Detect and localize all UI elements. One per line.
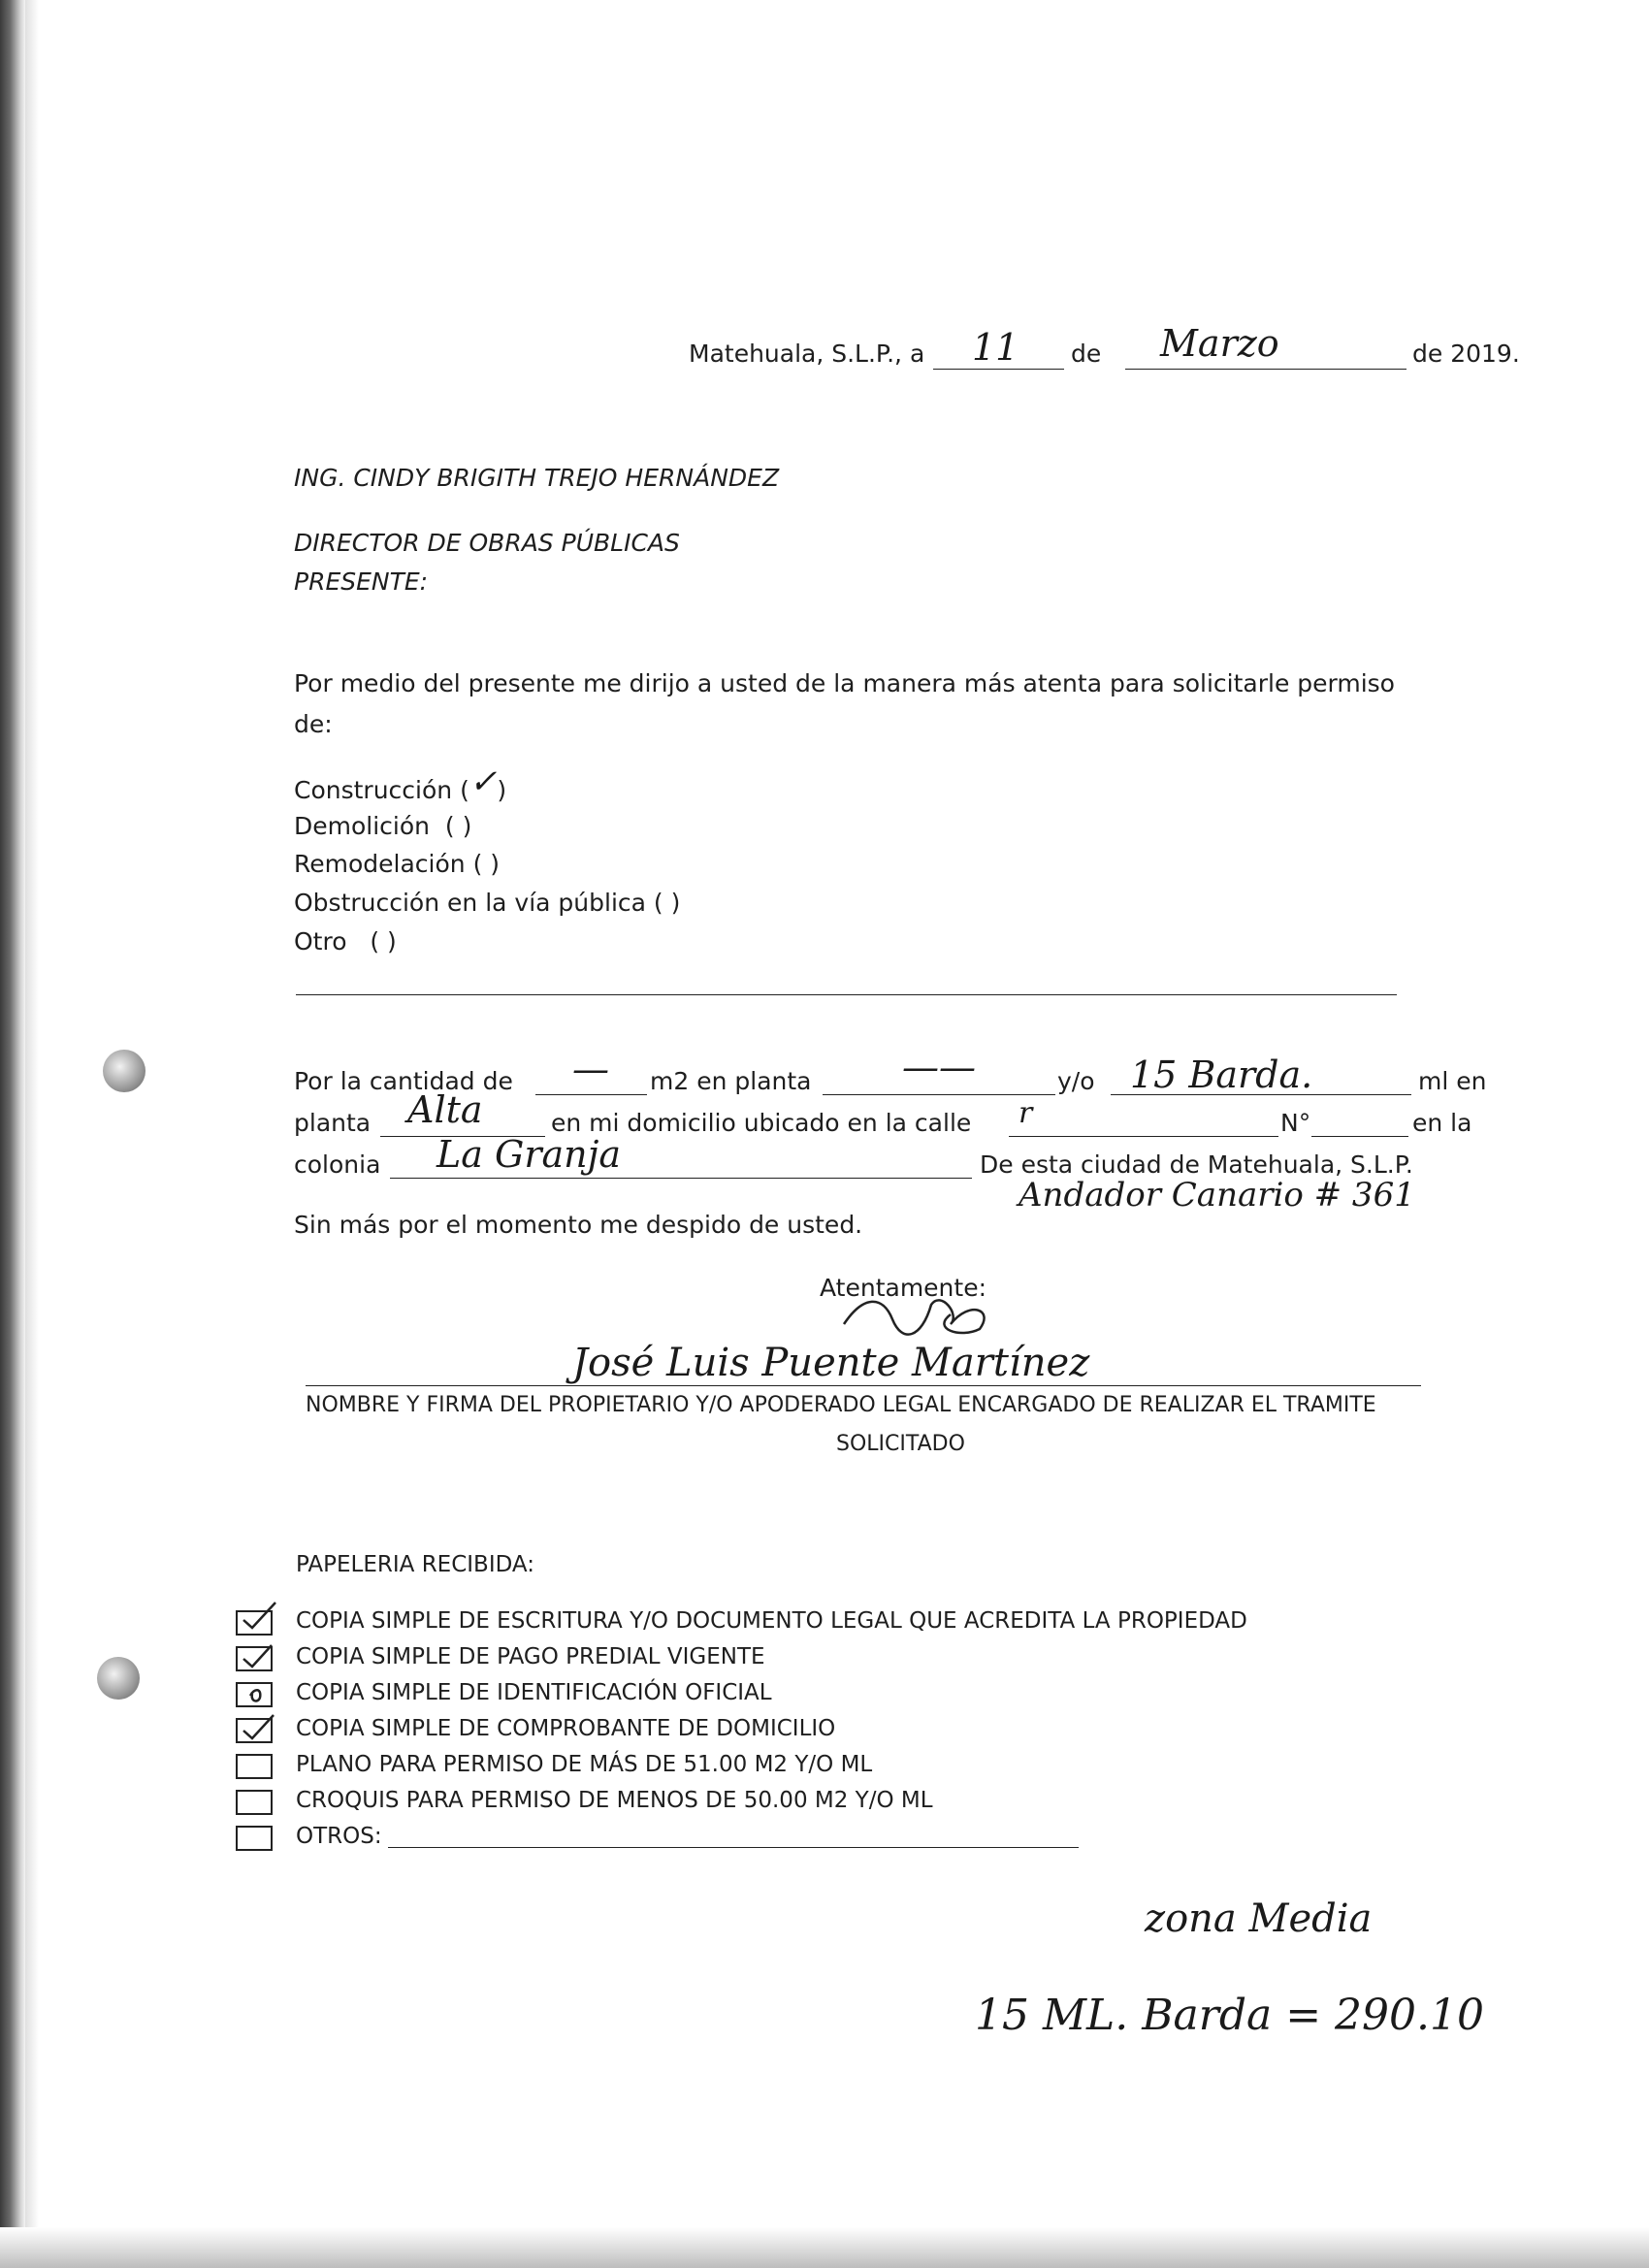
cantidad-line — [535, 1094, 647, 1095]
atentamente: Atentamente: — [820, 1274, 986, 1302]
option-remodelacion: Remodelación ( ) — [294, 850, 501, 878]
option-otro-label: Otro — [294, 927, 347, 956]
option-otro — [294, 927, 397, 956]
option-otro-mark: ( ) — [370, 927, 397, 956]
signature-scribble — [834, 1285, 1009, 1344]
closing-text: Sin más por el momento me despido de usted. — [294, 1211, 863, 1239]
day-line — [933, 369, 1064, 370]
option-demolicion-mark: ( ) — [444, 812, 472, 840]
hw-month: Marzo — [1160, 322, 1279, 365]
hw-planta2: Alta — [407, 1088, 483, 1131]
signature-line — [306, 1385, 1421, 1386]
date-year: de 2019. — [1412, 340, 1520, 368]
hw-signature-name: José Luis Puente Martínez — [572, 1341, 1090, 1385]
check-domicilio-icon — [239, 1711, 277, 1740]
check-predial-icon — [239, 1639, 277, 1669]
papeleria-item-otros: OTROS: — [296, 1824, 382, 1849]
detail-m2-label: m2 en planta — [650, 1067, 812, 1095]
intro-line-1: Por medio del presente me dirijo a usted de la manera más atenta para solicitarle permiso — [294, 669, 1395, 697]
hw-note-zona: zona Media — [1145, 1896, 1373, 1941]
hw-address: Andador Canario # 361 — [1018, 1176, 1415, 1215]
hw-day: 11 — [972, 326, 1019, 369]
scan-left-shadow — [25, 0, 39, 2268]
intro-line-2: de: — [294, 710, 333, 738]
scan-left-edge — [0, 0, 25, 2268]
detail-colonia-label: colonia — [294, 1150, 381, 1179]
recipient-title: DIRECTOR DE OBRAS PÚBLICAS — [294, 529, 680, 557]
papeleria-item-identificacion: COPIA SIMPLE DE IDENTIFICACIÓN OFICIAL — [296, 1680, 772, 1705]
signature-caption-2: SOLICITADO — [836, 1432, 965, 1456]
papeleria-item-plano: PLANO PARA PERMISO DE MÁS DE 51.00 M2 Y/O ML — [296, 1752, 873, 1777]
detail-enla-label: en la — [1412, 1109, 1472, 1137]
option-construccion-label: Construcción ( — [294, 776, 469, 804]
no-line — [1311, 1136, 1408, 1137]
papeleria-item-predial: COPIA SIMPLE DE PAGO PREDIAL VIGENTE — [296, 1644, 765, 1669]
detail-no-label: N° — [1280, 1109, 1311, 1137]
date-de: de — [1071, 340, 1102, 368]
detail-ciudad-label: De esta ciudad de Matehuala, S.L.P. — [980, 1150, 1413, 1179]
hw-note-calc: 15 ML. Barda = 290.10 — [975, 1991, 1485, 2040]
otros-line — [388, 1847, 1079, 1848]
detail-yo-label: y/o — [1057, 1067, 1095, 1095]
hw-check-construccion: ✓ — [469, 762, 498, 801]
hw-ml: 15 Barda. — [1130, 1053, 1313, 1096]
papeleria-item-croquis: CROQUIS PARA PERMISO DE MENOS DE 50.00 M2 Y/O ML — [296, 1788, 933, 1813]
papeleria-title: PAPELERIA RECIBIDA: — [296, 1552, 534, 1577]
checkbox-plano[interactable] — [236, 1754, 273, 1779]
detail-planta-label: planta — [294, 1109, 372, 1137]
scan-bottom-edge — [0, 2227, 1649, 2268]
date-city: Matehuala, S.L.P., a — [689, 340, 925, 368]
option-construccion — [294, 762, 507, 805]
recipient-name: ING. CINDY BRIGITH TREJO HERNÁNDEZ — [294, 464, 780, 492]
hw-calle: r — [1018, 1096, 1033, 1130]
recipient-presente: PRESENTE: — [294, 567, 429, 596]
check-identificacion-icon — [239, 1676, 277, 1705]
option-demolicion-label: Demolición — [294, 812, 431, 840]
hw-colonia: La Granja — [436, 1133, 622, 1176]
papeleria-item-domicilio: COPIA SIMPLE DE COMPROBANTE DE DOMICILIO — [296, 1716, 836, 1741]
detail-cantidad-label: Por la cantidad de — [294, 1067, 513, 1095]
otro-blank-line — [296, 994, 1397, 995]
colonia-line — [390, 1178, 972, 1179]
hw-planta1: —— — [902, 1046, 976, 1088]
papeleria-item-escritura: COPIA SIMPLE DE ESCRITURA Y/O DOCUMENTO LEGAL QUE ACREDITA LA PROPIEDAD — [296, 1608, 1247, 1634]
signature-caption-1: NOMBRE Y FIRMA DEL PROPIETARIO Y/O APODERADO LEGAL ENCARGADO DE REALIZAR EL TRAMITE — [306, 1393, 1376, 1417]
check-escritura-icon — [239, 1601, 277, 1630]
detail-ml-label: ml en — [1418, 1067, 1487, 1095]
punch-hole-bottom — [97, 1657, 140, 1700]
option-construccion-close: ) — [497, 776, 507, 804]
option-demolicion — [294, 812, 471, 841]
option-obstruccion: Obstrucción en la vía pública ( ) — [294, 889, 681, 917]
month-line — [1125, 369, 1406, 370]
punch-hole-top — [103, 1050, 146, 1092]
detail-calle-label: en mi domicilio ubicado en la calle — [551, 1109, 972, 1137]
checkbox-croquis[interactable] — [236, 1790, 273, 1815]
checkbox-otros[interactable] — [236, 1826, 273, 1851]
calle-line — [1009, 1136, 1278, 1137]
hw-cantidad: — — [572, 1048, 609, 1090]
